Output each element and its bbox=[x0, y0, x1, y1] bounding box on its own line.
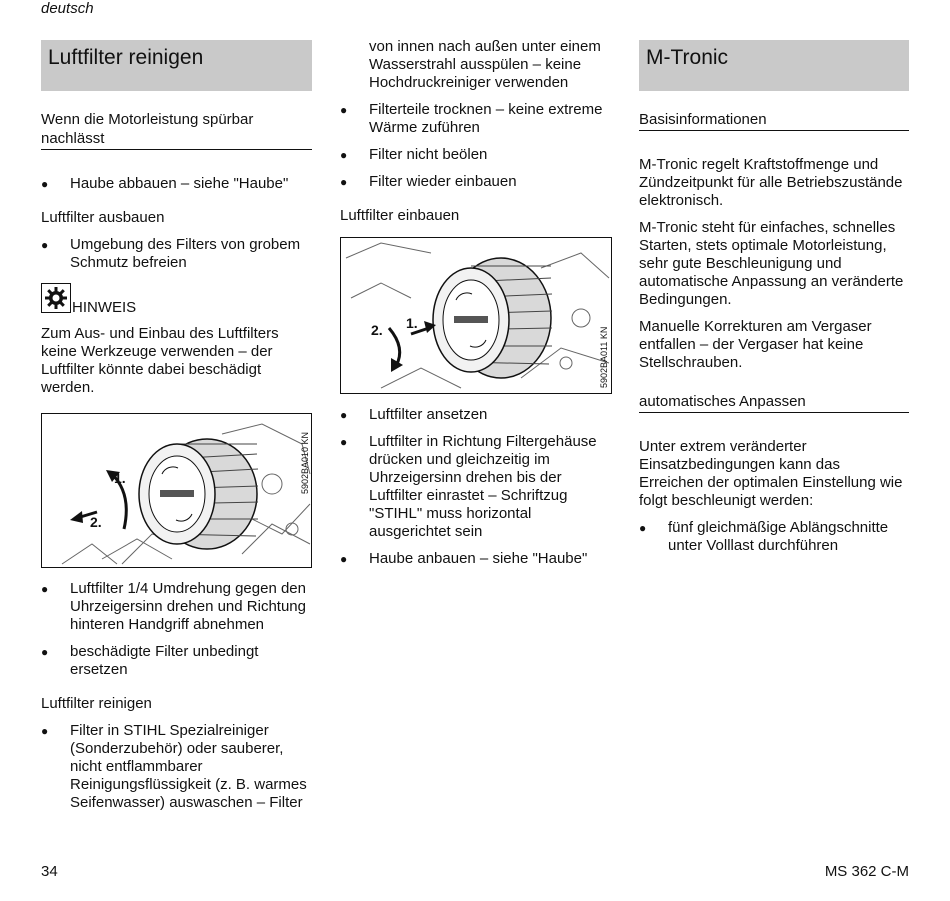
list-item-text: Umgebung des Filters von grobem Schmutz befreien bbox=[70, 236, 301, 271]
bullet-icon: ● bbox=[340, 552, 348, 566]
bullet-icon: ● bbox=[340, 103, 348, 117]
bullet-icon: ● bbox=[340, 175, 348, 189]
figure-code: 5902BA010 KN bbox=[300, 431, 310, 494]
figure-label-2: 2. bbox=[90, 514, 102, 530]
bullet-icon: ● bbox=[340, 408, 348, 422]
paragraph: Unter extrem veränderter Einsatzbedingungen kann das Erreichen der optimalen Einstellung wie folgt beschleunigt werden: bbox=[639, 438, 903, 509]
paragraph: M-Tronic regelt Kraftstoffmenge und Zündzeitpunkt für alle Betriebszustände elektronisch. bbox=[639, 156, 903, 209]
list-item-text: Haube anbauen – siehe "Haube" bbox=[369, 550, 588, 567]
gear-notice-icon bbox=[41, 283, 71, 313]
paragraph: Manuelle Korrekturen am Vergaser entfallen – der Vergaser hat keine Stellschrauben. bbox=[639, 318, 872, 371]
list-item-text: Haube abbauen – siehe "Haube" bbox=[70, 175, 289, 192]
subheading-line-2: nachlässt bbox=[41, 129, 312, 150]
subheading-einbauen: Luftfilter einbauen bbox=[340, 207, 460, 224]
bullet-icon: ● bbox=[41, 582, 49, 596]
figure-label-2: 2. bbox=[371, 322, 383, 338]
model-label: MS 362 C-M bbox=[824, 863, 909, 880]
section-title-luftfilter: Luftfilter reinigen bbox=[41, 40, 312, 91]
subheading-reinigen: Luftfilter reinigen bbox=[41, 695, 152, 712]
figure-code: 5902BA011 KN bbox=[599, 326, 609, 388]
bullet-icon: ● bbox=[41, 645, 49, 659]
bullet-icon: ● bbox=[340, 148, 348, 162]
list-item-text: fünf gleichmäßige Ablängschnitte unter Volllast durchführen bbox=[668, 519, 889, 554]
figure-label-1: 1. bbox=[406, 315, 418, 331]
bullet-icon: ● bbox=[41, 238, 49, 252]
section-title-mtronic: M-Tronic bbox=[639, 40, 909, 91]
subheading-motorleistung bbox=[41, 110, 312, 150]
page-number: 34 bbox=[41, 863, 58, 880]
list-item-text: Luftfilter ansetzen bbox=[369, 406, 488, 423]
figure-label-1: 1. bbox=[114, 470, 126, 486]
filter-install-illustration bbox=[341, 238, 612, 394]
list-item-text: Filter nicht beölen bbox=[369, 146, 488, 163]
subheading-basisinformationen: Basisinformationen bbox=[639, 110, 909, 131]
paragraph: M-Tronic steht für einfaches, schnelles Starten, stets optimale Motorleistung, sehr gute Beschleunigung und automatische Anpassung an veränderte Bedingungen. bbox=[639, 219, 904, 308]
language-label: deutsch bbox=[41, 0, 94, 17]
list-item-text: Filterteile trocknen – keine extreme Wärme zuführen bbox=[369, 101, 603, 136]
filter-removal-illustration bbox=[42, 414, 312, 568]
bullet-icon: ● bbox=[41, 177, 49, 191]
notice-label: HINWEIS bbox=[72, 299, 137, 316]
list-item-text: Filter wieder einbauen bbox=[369, 173, 517, 190]
subheading-line-1: Wenn die Motorleistung spürbar bbox=[41, 111, 254, 128]
bullet-icon: ● bbox=[41, 724, 49, 738]
subheading-ausbauen: Luftfilter ausbauen bbox=[41, 209, 165, 226]
list-item-text: Luftfilter 1/4 Umdrehung gegen den Uhrzeigersinn drehen und Richtung hinteren Handgriff abnehmen bbox=[70, 580, 306, 633]
list-item-text: Filter in STIHL Spezialreiniger (Sonderzubehör) oder sauberer, nicht entflammbarer Reinigungsflüssigkeit (z. B. warmes Seifenwasser) auswaschen – Filter bbox=[70, 722, 307, 811]
bullet-icon: ● bbox=[639, 521, 647, 535]
figure-filter-install bbox=[340, 237, 612, 394]
list-item-text: beschädigte Filter unbedingt ersetzen bbox=[70, 643, 259, 678]
list-item-text: Luftfilter in Richtung Filtergehäuse drücken und gleichzeitig im Uhrzeigersinn drehen bis der Luftfilter einrastet – Schriftzug "STIHL" muss horizontal ausgerichtet sein bbox=[369, 433, 597, 540]
subheading-automatisches-anpassen: automatisches Anpassen bbox=[639, 392, 909, 413]
notice-text: Zum Aus- und Einbau des Luftfilters keine Werkzeuge verwenden – der Luftfilter könnte dabei beschädigt werden. bbox=[41, 325, 279, 396]
figure-filter-removal bbox=[41, 413, 312, 568]
bullet-icon: ● bbox=[340, 435, 348, 449]
continued-text: von innen nach außen unter einem Wasserstrahl ausspülen – keine Hochdruckreiniger verwenden bbox=[369, 38, 601, 91]
